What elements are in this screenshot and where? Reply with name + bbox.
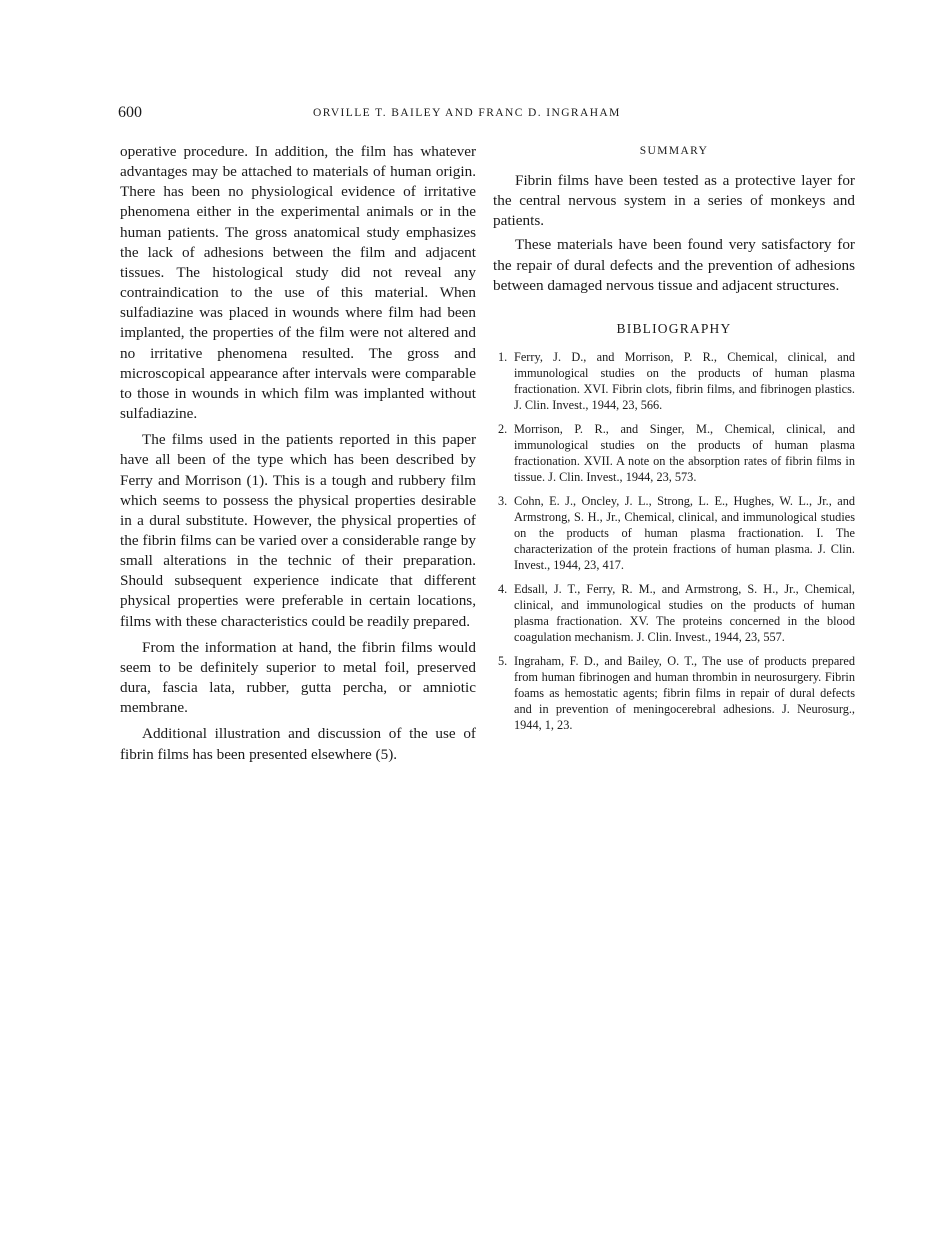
summary-paragraph: These materials have been found very satisfactory for the repair of dural defects and the prevention of adhesions between damaged nervous tissue and adjacent structures.: [493, 236, 855, 294]
body-paragraph: From the information at hand, the fibrin films would seem to be definitely superior to metal foil, preserved dura, fascia lata, rubber, gutta percha, or amniotic membrane.: [120, 638, 476, 717]
reference-item: [493, 421, 855, 485]
left-column: [120, 142, 476, 771]
reference-number: 1.: [498, 349, 508, 364]
bibliography-heading: BIBLIOGRAPHY: [616, 320, 732, 336]
reference-list: [493, 349, 855, 733]
reference-text: Edsall, J. T., Ferry, R. M., and Armstrong, S. H., Jr., Chemical, clinical, and immunological studies on the products of human plasma fractionation. XV. The proteins concerned in the blood coagulation mechanism. J. Clin. Invest., 1944, 23, 557.: [514, 581, 855, 644]
reference-item: [493, 349, 855, 413]
page-number: 600: [118, 104, 142, 121]
page-header: [118, 104, 818, 124]
body-paragraph: Additional illustration and discussion of the use of fibrin films has been presented elsewhere (5).: [120, 725, 476, 763]
reference-item: [493, 653, 855, 733]
reference-text: Ingraham, F. D., and Bailey, O. T., The use of products prepared from human fibrinogen and human thrombin in neurosurgery. Fibrin foams as hemostatic agents; fibrin films in repair of dural defects and in prevention of meningocerebral adhesions. J. Neurosurg., 1944, 1, 23.: [514, 653, 855, 732]
right-column: [493, 142, 855, 741]
reference-number: 4.: [498, 581, 508, 596]
reference-text: Morrison, P. R., and Singer, M., Chemical, clinical, and immunological studies on the products of human plasma fractionation. XVII. A note on the absorption rates of fibrin films in tissue. J. Clin. Invest., 1944, 23, 573.: [514, 421, 855, 484]
reference-number: 3.: [498, 493, 508, 508]
running-head: ORVILLE T. BAILEY AND FRANC D. INGRAHAM: [313, 107, 621, 119]
reference-text: Ferry, J. D., and Morrison, P. R., Chemical, clinical, and immunological studies on the products of human plasma fractionation. XVI. Fibrin clots, fibrin films, and fibrinogen plastics. J. Clin. Invest., 1944, 23, 566.: [514, 349, 855, 412]
summary-paragraph: Fibrin films have been tested as a protective layer for the central nervous system in a series of monkeys and patients.: [493, 172, 855, 230]
reference-number: 5.: [498, 653, 508, 668]
reference-item: [493, 493, 855, 573]
reference-text: Cohn, E. J., Oncley, J. L., Strong, L. E., Hughes, W. L., Jr., and Armstrong, S. H., Jr., Chemical, clinical, and immunological studies on the products of human plasma fractionation. I. The characterization of the protein fractions of human plasma. J. Clin. Invest., 1944, 23, 417.: [514, 493, 855, 572]
body-paragraph: The films used in the patients reported in this paper have all been of the type which has been described by Ferry and Morrison (1). This is a tough and rubbery film which seems to possess the physical properties desirable in a dural substitute. However, the physical properties of the fibrin films can be varied over a considerable range by small alterations in the technic of their preparation. Should subsequent experience indicate that different physical properties were preferable in certain locations, films with these characteristics could be readily prepared.: [120, 431, 476, 630]
reference-item: [493, 581, 855, 645]
summary-heading: SUMMARY: [639, 145, 709, 157]
body-paragraph: operative procedure. In addition, the film has whatever advantages may be attached to materials of human origin. There has been no physiological evidence of irritative phenomena either in the experimental animals or in the human patients. The gross anatomical study emphasizes the lack of adhesions between the film and adjacent tissues. The histological study did not reveal any contraindication to the use of this material. When sulfadiazine was placed in wounds where film had been implanted, the properties of the film were not altered and no irritative phenomena resulted. The gross and microscopical appearance after intervals were comparable to those in wounds in which film was implanted without sulfadiazine.: [120, 143, 476, 423]
reference-number: 2.: [498, 421, 508, 436]
